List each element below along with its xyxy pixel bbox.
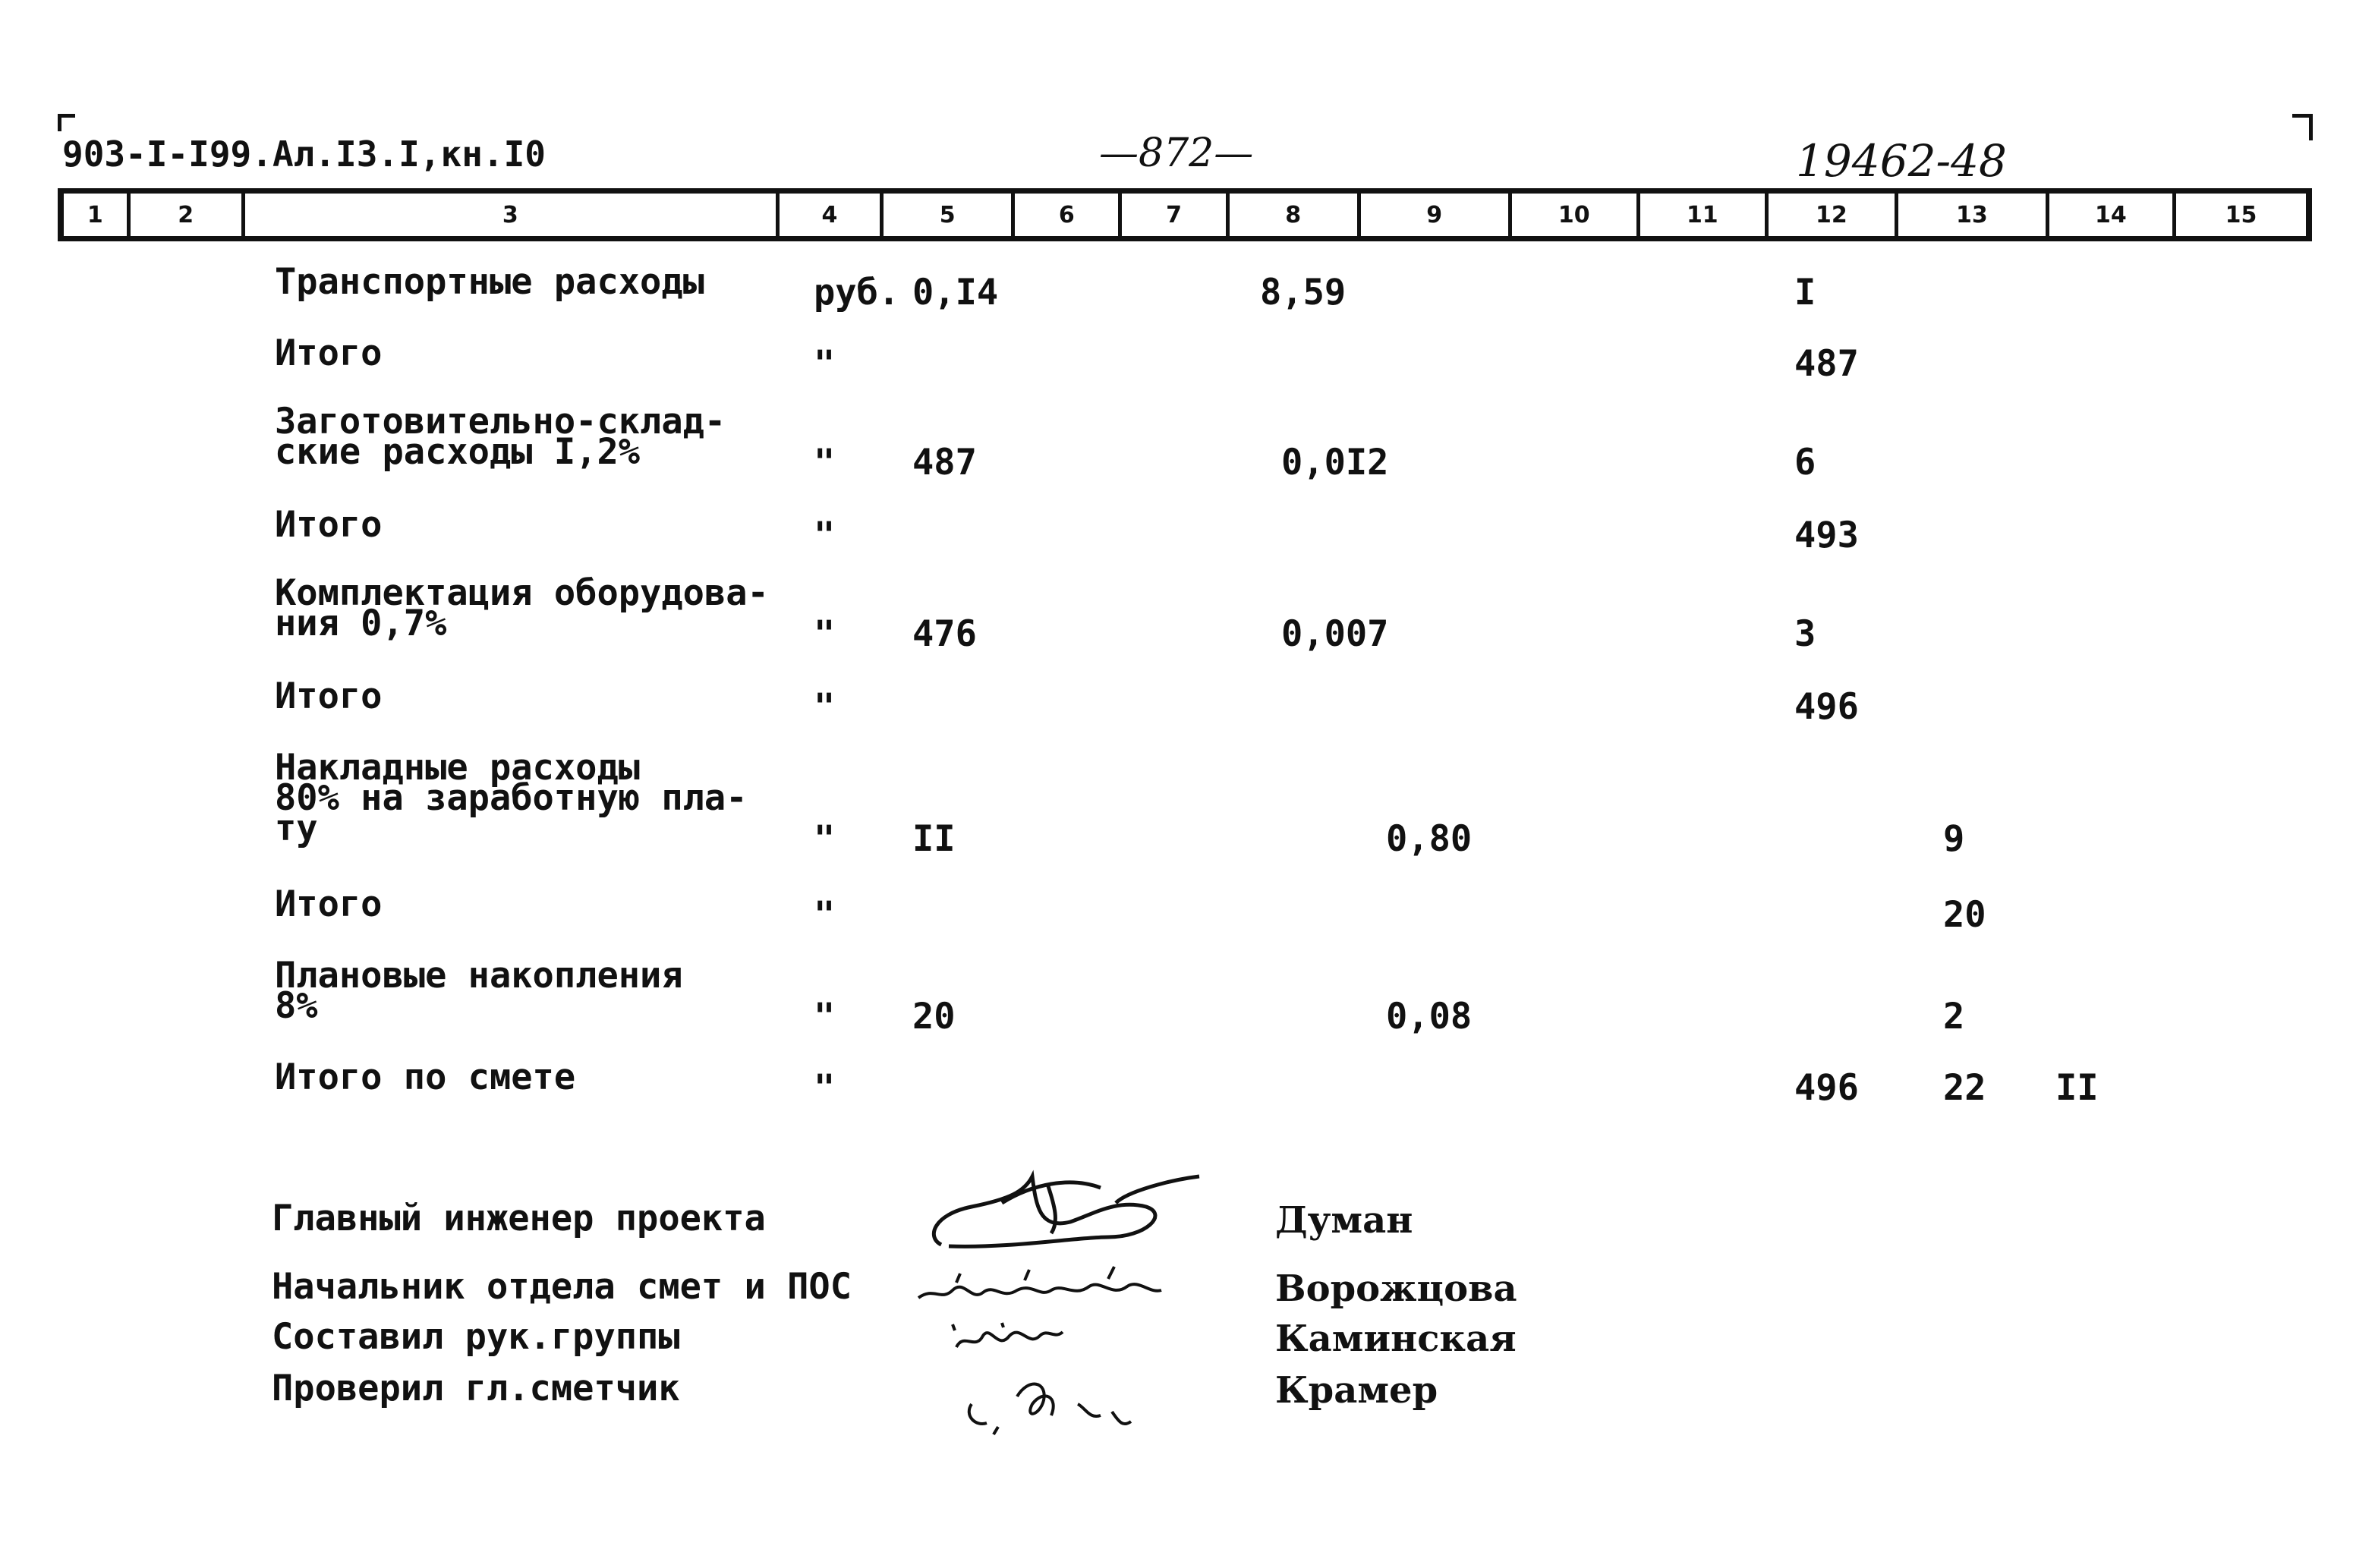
row-quantity: 0,I4 (912, 272, 999, 313)
corner-mark-right (2292, 114, 2313, 140)
row-value-col12: I (1794, 272, 1816, 313)
column-number-strip (58, 188, 2312, 241)
column-number-14: 14 (2049, 194, 2176, 236)
signature-name: Крамер (1275, 1369, 1438, 1412)
row-unit: " (814, 996, 836, 1037)
row-label: Итого (275, 504, 383, 546)
signature-name: Ворожцова (1275, 1267, 1517, 1310)
row-unit: " (814, 515, 836, 556)
row-label: Итого (275, 332, 383, 374)
signature-role: Начальник отдела смет и ПОС (272, 1266, 852, 1308)
row-value-col13: 22 (1943, 1067, 1986, 1109)
row-unit: " (814, 343, 836, 385)
signature-role: Составил рук.группы (272, 1316, 680, 1358)
row-value-col12: 3 (1794, 613, 1816, 655)
row-value-col14: II (2055, 1067, 2099, 1109)
column-number-3: 3 (245, 194, 780, 236)
row-label: Итого по смете (275, 1056, 576, 1098)
row-label: Комплектация оборудова- ния 0,7% (275, 572, 769, 644)
column-number-2: 2 (131, 194, 245, 236)
column-number-8: 8 (1230, 194, 1361, 236)
row-unit: " (814, 613, 836, 655)
signature-scribble-vorozhtsova (911, 1264, 1169, 1317)
row-rate-col8: 0,0I2 (1281, 442, 1389, 483)
signature-scribble-kaminskaya (949, 1317, 1070, 1362)
row-quantity: 487 (912, 442, 977, 483)
signature-role: Главный инженер проекта (272, 1198, 766, 1239)
column-number-7: 7 (1122, 194, 1229, 236)
column-number-6: 6 (1015, 194, 1122, 236)
row-label: Плановые накопления 8% (275, 955, 683, 1027)
column-number-13: 13 (1898, 194, 2049, 236)
row-quantity: 20 (912, 996, 956, 1037)
column-number-5: 5 (884, 194, 1015, 236)
row-value-col12: 6 (1794, 442, 1816, 483)
row-value-col13: 9 (1943, 818, 1965, 860)
corner-mark-left (58, 114, 75, 131)
signature-scribble-duman (918, 1161, 1207, 1260)
signature-name: Каминская (1275, 1318, 1517, 1360)
row-value-col12: 493 (1794, 515, 1859, 556)
column-number-15: 15 (2225, 201, 2257, 228)
row-value-col12: 496 (1794, 686, 1859, 728)
row-quantity: II (912, 818, 956, 860)
column-number-11: 11 (1640, 194, 1769, 236)
row-unit: " (814, 686, 836, 728)
signature-name: Думан (1275, 1199, 1413, 1242)
row-label: Заготовительно-склад- ские расходы I,2% (275, 401, 726, 473)
row-unit: " (814, 442, 836, 483)
row-value-col13: 20 (1943, 894, 1986, 936)
row-value-col12: 496 (1794, 1067, 1859, 1109)
row-rate-col8: 0,007 (1281, 613, 1389, 655)
row-unit: " (814, 818, 836, 860)
row-label: Итого (275, 883, 383, 925)
row-label: Транспортные расходы (275, 261, 704, 303)
page-number: —872— (1099, 131, 1254, 176)
column-number-4: 4 (780, 194, 884, 236)
row-value-col12: 487 (1794, 343, 1859, 385)
column-number-9: 9 (1361, 194, 1512, 236)
row-rate-col9: 0,80 (1386, 818, 1473, 860)
row-rate-col9: 0,08 (1386, 996, 1473, 1037)
row-label: Накладные расходы 80% на заработную пла- ту (275, 747, 748, 849)
column-number-10: 10 (1512, 194, 1640, 236)
signature-scribble-kramer (956, 1362, 1139, 1438)
column-number-12: 12 (1769, 194, 1898, 236)
row-rate-col8: 8,59 (1260, 272, 1347, 313)
row-unit: " (814, 1067, 836, 1109)
row-unit: " (814, 894, 836, 936)
row-unit: руб. (814, 272, 900, 313)
row-quantity: 476 (912, 613, 977, 655)
signature-role: Проверил гл.сметчик (272, 1368, 680, 1409)
document-code: 903-I-I99.Ал.I3.I,кн.I0 (62, 134, 546, 175)
row-value-col13: 2 (1943, 996, 1965, 1037)
registration-number: 19462-48 (1796, 135, 2007, 187)
column-number-1: 1 (64, 194, 131, 236)
row-label: Итого (275, 675, 383, 717)
